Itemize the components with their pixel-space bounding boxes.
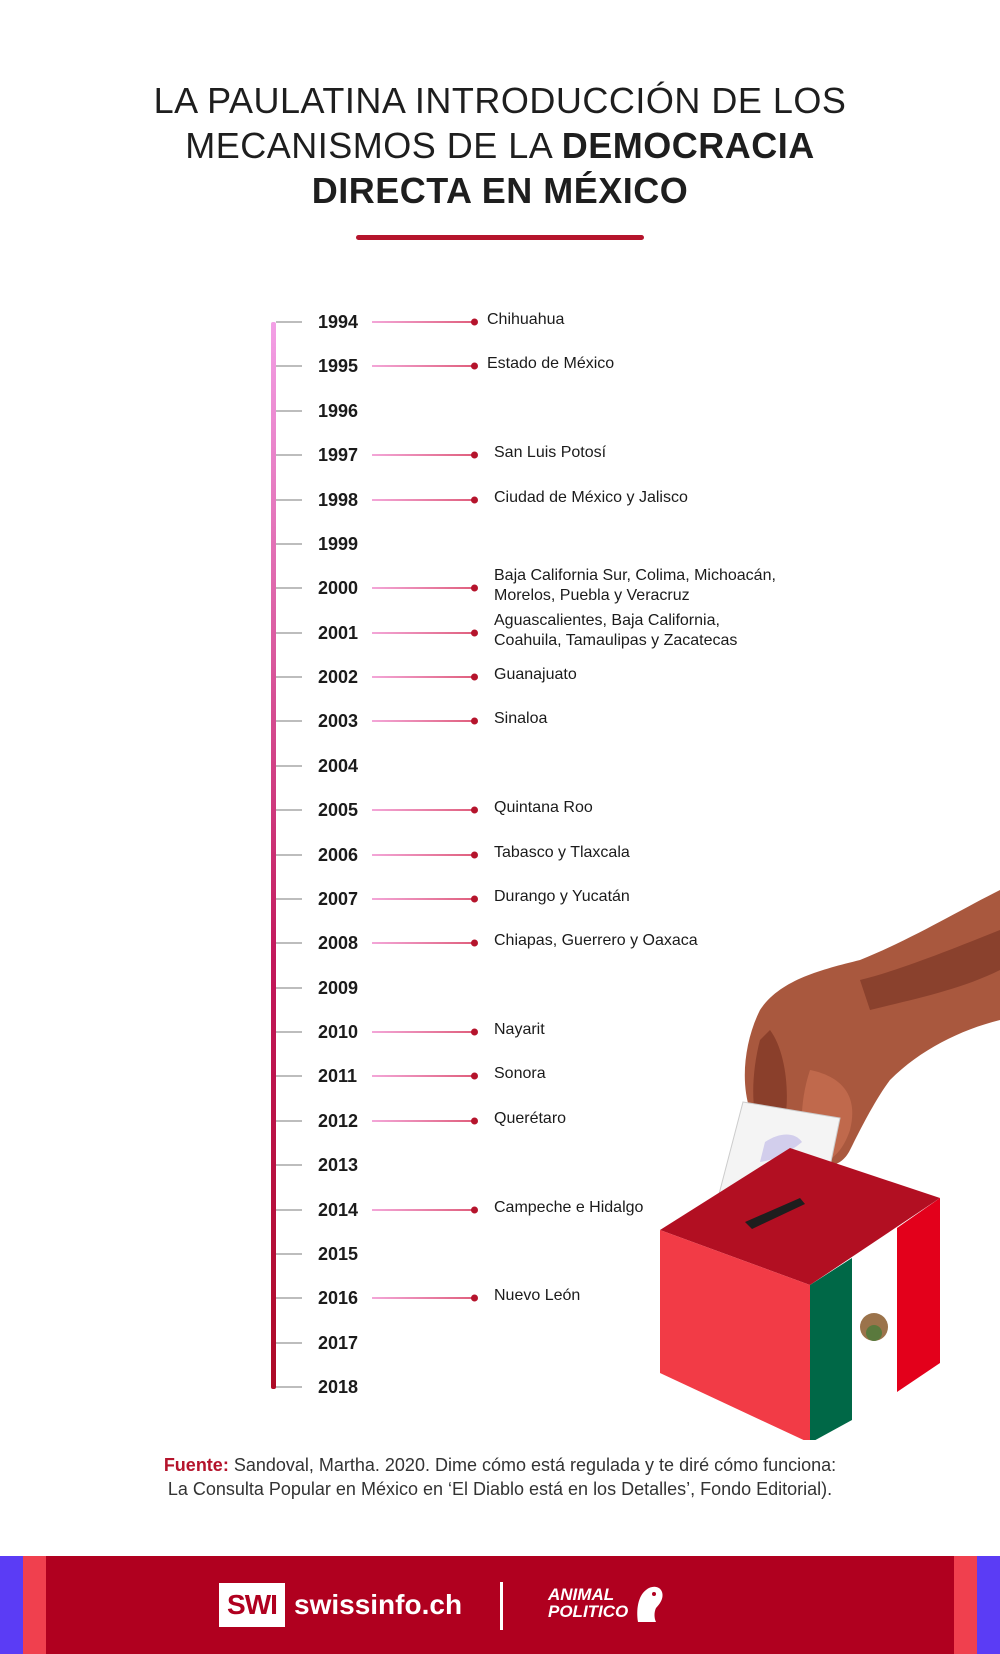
timeline-state-line: Ciudad de México y Jalisco [494, 489, 688, 506]
title-line-2-regular: MECANISMOS DE LA [185, 125, 562, 166]
timeline-year-2001: 2001 [318, 623, 359, 643]
timeline-connector-2011 [372, 1075, 472, 1077]
timeline-connector-2016 [372, 1297, 472, 1299]
footer-stripe-left-red [23, 1556, 46, 1654]
timeline-year-2002: 2002 [318, 667, 359, 687]
timeline-dot-2007 [471, 896, 478, 903]
timeline-year-2004: 2004 [318, 756, 359, 776]
page-title [0, 78, 1000, 213]
timeline-tick [276, 587, 302, 589]
timeline-states-1997 [494, 443, 606, 463]
timeline-states-2005 [494, 798, 593, 818]
timeline-state-line: Baja California Sur, Colima, Michoacán, [494, 567, 776, 584]
animal-politico-logo-icon [630, 1582, 666, 1626]
timeline-year-2013: 2013 [318, 1155, 359, 1175]
timeline-year-2018: 2018 [318, 1377, 359, 1397]
title-line-1: LA PAULATINA INTRODUCCIÓN DE LOS [153, 80, 847, 121]
timeline-connector-2014 [372, 1209, 472, 1211]
timeline-dot-2010 [471, 1029, 478, 1036]
timeline-connector-2002 [372, 676, 472, 678]
timeline-tick [276, 809, 302, 811]
timeline-dot-2001 [471, 630, 478, 637]
timeline-tick [276, 765, 302, 767]
timeline-states-1995 [487, 354, 614, 374]
swissinfo-logo-text[interactable]: swissinfo.ch [294, 1589, 463, 1620]
timeline-connector-2006 [372, 854, 472, 856]
timeline-tick [276, 942, 302, 944]
timeline-year-1997: 1997 [318, 445, 359, 465]
timeline-dot-2002 [471, 674, 478, 681]
timeline-state-line: Querétaro [494, 1110, 567, 1127]
timeline-states-2000 [494, 566, 776, 606]
timeline-state-line: Nayarit [494, 1021, 545, 1038]
timeline-tick [276, 543, 302, 545]
timeline-tick [276, 987, 302, 989]
timeline-tick [276, 854, 302, 856]
timeline-states-2014 [494, 1198, 643, 1218]
timeline-connector-1997 [372, 454, 472, 456]
timeline-state-line: Quintana Roo [494, 799, 593, 816]
footer-stripe-left-blue [0, 1556, 23, 1654]
timeline-tick [276, 720, 302, 722]
timeline-dot-2016 [471, 1295, 478, 1302]
source-note [80, 1453, 920, 1501]
timeline-tick [276, 410, 302, 412]
source-label: Fuente: [163, 1455, 229, 1475]
timeline-year-2014: 2014 [318, 1200, 359, 1220]
timeline-connector-2008 [372, 942, 472, 944]
timeline-tick [276, 676, 302, 678]
timeline-tick [276, 1297, 302, 1299]
timeline-dot-2014 [471, 1207, 478, 1214]
footer-bar [0, 1556, 1000, 1654]
timeline-state-line: Coahuila, Tamaulipas y Zacatecas [494, 632, 738, 649]
timeline-year-2012: 2012 [318, 1111, 359, 1131]
timeline-year-1994: 1994 [318, 312, 359, 332]
timeline-tick [276, 1164, 302, 1166]
timeline-connector-1995 [372, 365, 472, 367]
title-line-2 [0, 123, 1000, 168]
timeline-state-line: Sonora [494, 1065, 546, 1082]
timeline-state-line: Tabasco y Tlaxcala [494, 844, 630, 861]
timeline-dot-2005 [471, 807, 478, 814]
timeline-state-line: Estado de México [487, 355, 615, 372]
timeline-state-line: San Luis Potosí [494, 444, 607, 461]
animal-politico-line-2: POLITICO [548, 1602, 629, 1621]
timeline-state-line: Guanajuato [494, 666, 577, 683]
source-text-line-2: La Consulta Popular en México en ‘El Diablo está en los Detalles’, Fondo Editorial). [167, 1479, 833, 1499]
timeline-year-2015: 2015 [318, 1244, 359, 1264]
timeline-connector-1998 [372, 499, 472, 501]
timeline-year-2010: 2010 [318, 1022, 359, 1042]
timeline-year-1998: 1998 [318, 490, 359, 510]
footer-divider [500, 1582, 503, 1630]
source-line-1 [80, 1453, 920, 1477]
timeline-tick [276, 365, 302, 367]
timeline-dot-1995 [471, 363, 478, 370]
timeline-dot-2011 [471, 1073, 478, 1080]
timeline-tick [276, 1342, 302, 1344]
timeline-connector-2000 [372, 587, 472, 589]
timeline-tick [276, 454, 302, 456]
timeline-year-2009: 2009 [318, 978, 359, 998]
timeline-dot-2000 [471, 585, 478, 592]
timeline-states-2006 [494, 843, 630, 863]
timeline-state-line: Morelos, Puebla y Veracruz [494, 587, 690, 604]
timeline-year-2007: 2007 [318, 889, 359, 909]
ballot-box-icon [660, 1148, 940, 1440]
timeline-connector-2012 [372, 1120, 472, 1122]
timeline-year-2017: 2017 [318, 1333, 359, 1353]
timeline-year-2003: 2003 [318, 711, 359, 731]
timeline-dot-2006 [471, 852, 478, 859]
timeline-year-2008: 2008 [318, 933, 359, 953]
title-line-2-bold: DEMOCRACIA [561, 125, 815, 166]
timeline-states-2001 [494, 611, 737, 651]
timeline-tick [276, 632, 302, 634]
timeline-state-line: Campeche e Hidalgo [494, 1199, 644, 1216]
timeline-tick [276, 1209, 302, 1211]
title-underline [356, 235, 644, 240]
timeline-year-2006: 2006 [318, 845, 359, 865]
title-line-3 [0, 168, 1000, 213]
timeline-year-2000: 2000 [318, 578, 359, 598]
timeline-states-1998 [494, 488, 688, 508]
timeline-year-2005: 2005 [318, 800, 359, 820]
timeline-states-2007 [494, 887, 630, 907]
source-text-line-1: Sandoval, Martha. 2020. Dime cómo está regulada y te diré cómo funciona: [233, 1455, 837, 1475]
timeline-dot-1997 [471, 452, 478, 459]
timeline-state-line: Aguascalientes, Baja California, [494, 612, 720, 629]
timeline-state-line: Chiapas, Guerrero y Oaxaca [494, 932, 698, 949]
timeline-year-2011: 2011 [318, 1066, 358, 1086]
timeline-states-2002 [494, 665, 577, 685]
timeline-tick [276, 1386, 302, 1388]
timeline-connector-2010 [372, 1031, 472, 1033]
timeline-tick [276, 1253, 302, 1255]
footer-stripe-right-red [954, 1556, 977, 1654]
timeline-tick [276, 499, 302, 501]
timeline-year-2016: 2016 [318, 1288, 359, 1308]
timeline-tick [276, 321, 302, 323]
animal-politico-line-1: ANIMAL [548, 1585, 615, 1604]
title-line-3-bold: DIRECTA EN MÉXICO [311, 170, 689, 211]
timeline-state-line: Durango y Yucatán [494, 888, 630, 905]
timeline-year-1999: 1999 [318, 534, 359, 554]
ballot-illustration [660, 880, 1000, 1440]
timeline-states-2003 [494, 709, 547, 729]
timeline-dot-2012 [471, 1118, 478, 1125]
timeline-year-1995: 1995 [318, 356, 359, 376]
timeline-connector-2001 [372, 632, 472, 634]
timeline-dot-1994 [471, 319, 478, 326]
timeline-tick [276, 1031, 302, 1033]
timeline-state-line: Sinaloa [494, 710, 548, 727]
timeline-dot-2008 [471, 940, 478, 947]
timeline-states-2016 [494, 1286, 580, 1306]
timeline-dot-2003 [471, 718, 478, 725]
timeline-year-1996: 1996 [318, 401, 359, 421]
timeline-tick [276, 898, 302, 900]
timeline-dot-1998 [471, 497, 478, 504]
timeline-connector-2003 [372, 720, 472, 722]
footer-stripe-right-blue [977, 1556, 1000, 1654]
timeline-state-line: Chihuahua [487, 311, 565, 328]
timeline-tick [276, 1120, 302, 1122]
timeline-connector-2005 [372, 809, 472, 811]
swi-logo[interactable]: SWI [219, 1583, 285, 1627]
timeline-states-2012 [494, 1109, 566, 1129]
timeline-state-line: Nuevo León [494, 1287, 581, 1304]
timeline-states-1994 [487, 310, 564, 330]
timeline-states-2011 [494, 1064, 546, 1084]
timeline-connector-2007 [372, 898, 472, 900]
timeline-connector-1994 [372, 321, 472, 323]
timeline-tick [276, 1075, 302, 1077]
timeline-states-2010 [494, 1020, 545, 1040]
